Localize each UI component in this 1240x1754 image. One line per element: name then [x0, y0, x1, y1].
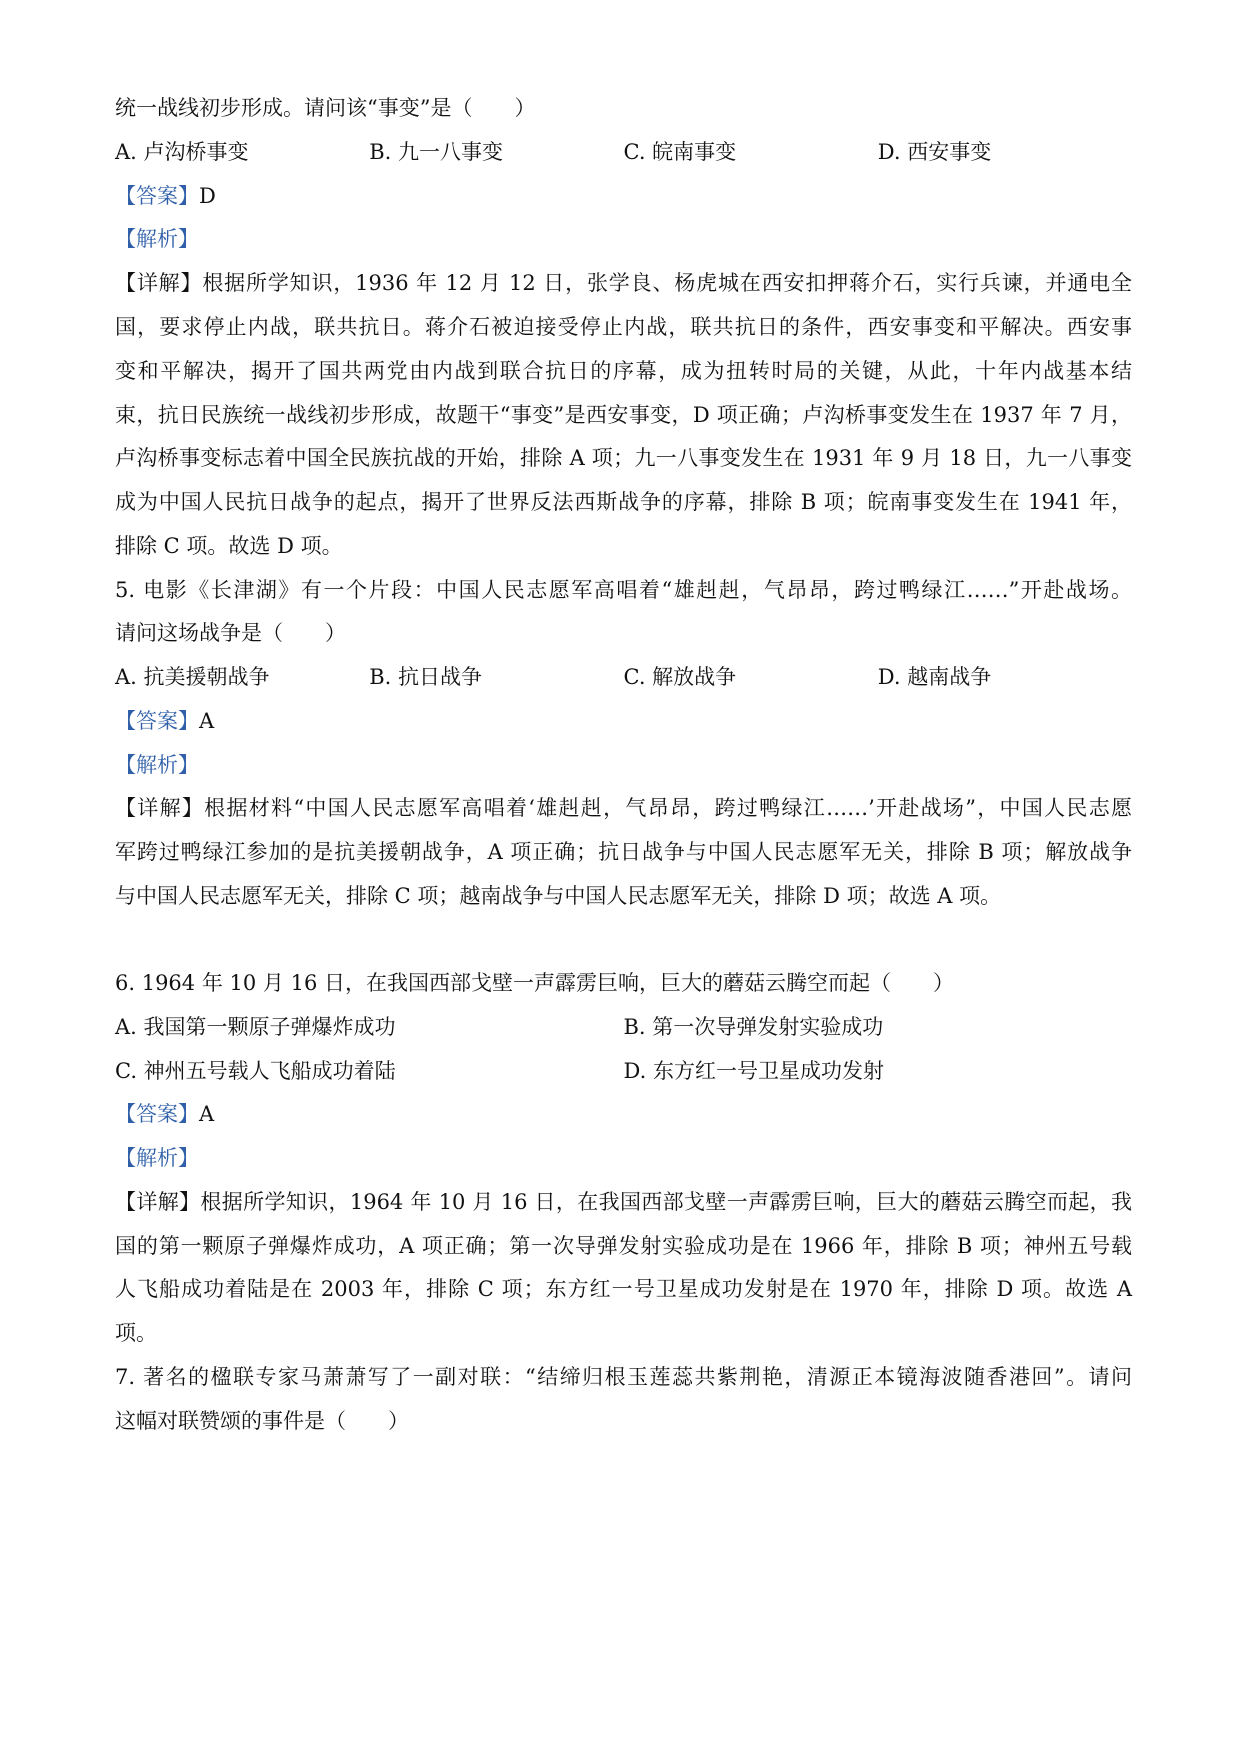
question-4-detail-line: 成为中国人民抗日战争的起点，揭开了世界反法西斯战争的序幕，排除 B 项；皖南事变发生在 1941 年，: [115, 490, 1132, 514]
answer-tag: 【答案】: [115, 709, 199, 733]
question-6-answer: [115, 1100, 1132, 1128]
question-4-stem-tail: 统一战线初步形成。请问该“事变”是（ ）: [115, 96, 536, 120]
option-d: D. 西安事变: [877, 140, 992, 164]
option-c: C. 神州五号载人飞船成功着陆: [115, 1059, 396, 1083]
answer-value: D: [199, 184, 216, 208]
question-4-analysis: [115, 225, 1132, 253]
option-b: B. 九一八事变: [369, 140, 504, 164]
question-5-detail-line: 军跨过鸭绿江参加的是抗美援朝战争，A 项正确；抗日战争与中国人民志愿军无关，排除 B 项；解放战争: [115, 840, 1132, 864]
option-b: B. 抗日战争: [369, 665, 483, 689]
question-7-stem: 这幅对联赞颂的事件是（ ）: [115, 1409, 409, 1433]
question-4-options: [115, 138, 1132, 166]
question-5-detail-line: 【详解】根据材料“中国人民志愿军高唱着‘雄赳赳，气昂昂，跨过鸭绿江……’开赴战场”，中国人民志愿: [115, 796, 1132, 820]
question-6-options-row: [115, 1013, 1132, 1041]
question-6-options-row: [115, 1057, 1132, 1085]
analysis-tag: 【解析】: [115, 1146, 199, 1170]
option-c: C. 皖南事变: [623, 140, 737, 164]
option-a: A. 抗美援朝战争: [115, 665, 270, 689]
question-5-stem: 请问这场战争是（ ）: [115, 621, 346, 645]
question-7-stem: 7. 著名的楹联专家马萧萧写了一副对联：“结缔归根玉莲蕊共紫荆艳，清源正本镜海波随香港回”。请问: [115, 1365, 1132, 1389]
answer-tag: 【答案】: [115, 184, 199, 208]
option-b: B. 第一次导弹发射实验成功: [623, 1015, 884, 1039]
question-4-detail-line: 变和平解决，揭开了国共两党由内战到联合抗日的序幕，成为扭转时局的关键，从此，十年内战基本结: [115, 359, 1132, 383]
analysis-tag: 【解析】: [115, 753, 199, 777]
question-6-stem: 6. 1964 年 10 月 16 日，在我国西部戈壁一声霹雳巨响，巨大的蘑菇云腾空而起（ ）: [115, 971, 954, 995]
question-4-detail-line: 束，抗日民族统一战线初步形成，故题干“事变”是西安事变，D 项正确；卢沟桥事变发生在 1937 年 7 月，: [115, 403, 1132, 427]
option-c: C. 解放战争: [623, 665, 737, 689]
question-6-detail-line: 【详解】根据所学知识，1964 年 10 月 16 日，在我国西部戈壁一声霹雳巨响，巨大的蘑菇云腾空而起，我: [115, 1190, 1132, 1214]
answer-tag: 【答案】: [115, 1102, 199, 1126]
question-4-answer: [115, 182, 1132, 210]
question-4-detail-line: 排除 C 项。故选 D 项。: [115, 534, 343, 558]
question-5-answer: [115, 707, 1132, 735]
question-5-options: [115, 663, 1132, 691]
question-4-detail-line: 卢沟桥事变标志着中国全民族抗战的开始，排除 A 项；九一八事变发生在 1931 年 9 月 18 日，九一八事变: [115, 446, 1132, 470]
question-6-analysis: [115, 1144, 1132, 1172]
question-6-detail-line: 项。: [115, 1321, 157, 1345]
option-d: D. 越南战争: [877, 665, 992, 689]
question-5-analysis: [115, 751, 1132, 779]
question-6-detail-line: 人飞船成功着陆是在 2003 年，排除 C 项；东方红一号卫星成功发射是在 1970 年，排除 D 项。故选 A: [115, 1277, 1132, 1301]
option-a: A. 卢沟桥事变: [115, 140, 249, 164]
question-6-detail-line: 国的第一颗原子弹爆炸成功，A 项正确；第一次导弹发射实验成功是在 1966 年，排除 B 项；神州五号载: [115, 1234, 1132, 1258]
question-5-stem: 5. 电影《长津湖》有一个片段：中国人民志愿军高唱着“雄赳赳，气昂昂，跨过鸭绿江……”开赴战场。: [115, 578, 1132, 602]
analysis-tag: 【解析】: [115, 227, 199, 251]
question-4-detail-line: 国，要求停止内战，联共抗日。蒋介石被迫接受停止内战，联共抗日的条件，西安事变和平解决。西安事: [115, 315, 1132, 339]
question-4-detail-line: 【详解】根据所学知识，1936 年 12 月 12 日，张学良、杨虎城在西安扣押蒋介石，实行兵谏，并通电全: [115, 271, 1132, 295]
question-5-detail-line: 与中国人民志愿军无关，排除 C 项；越南战争与中国人民志愿军无关，排除 D 项；故选 A 项。: [115, 884, 1002, 908]
option-d: D. 东方红一号卫星成功发射: [623, 1059, 884, 1083]
answer-value: A: [199, 709, 215, 733]
answer-value: A: [199, 1102, 215, 1126]
option-a: A. 我国第一颗原子弹爆炸成功: [115, 1015, 396, 1039]
